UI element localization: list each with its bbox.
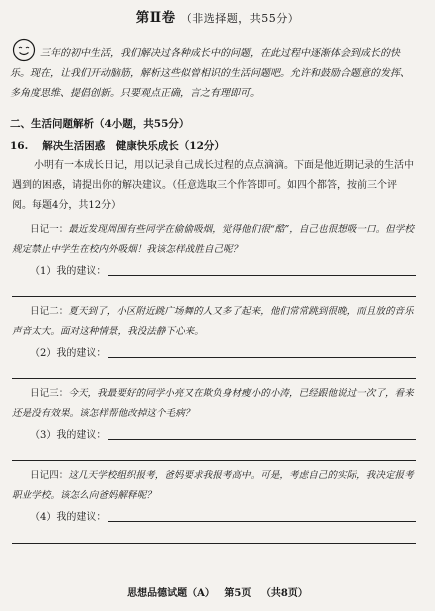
footer-page: 第5页 <box>224 588 252 599</box>
footer-total: （共8页） <box>260 588 308 599</box>
answer-line[interactable] <box>108 521 416 522</box>
diary-label: 日记四： <box>30 470 69 481</box>
diary-entry-2 <box>12 302 416 342</box>
diary-label: 日记三： <box>30 388 69 399</box>
question-title: 解决生活困惑 健康快乐成长（12分） <box>42 140 225 152</box>
answer-line[interactable] <box>12 378 416 379</box>
question-body: 小明有一本成长日记，用以记录自己成长过程的点点滴滴。下面是他近期记录的生活中遇到的困惑，请提出你的解决建议。（任意选取三个作答即可。如四个都答，按前三个评阅。每题4分，共12分） <box>12 160 414 211</box>
section-heading: 二、生活问题解析（4小题，共55分） <box>10 118 190 130</box>
answer-line[interactable] <box>108 439 416 440</box>
page-footer <box>0 584 435 599</box>
answer-line[interactable] <box>108 275 416 276</box>
answer-label-2: （2）我的建议： <box>30 348 107 359</box>
intro-paragraph: 三年的初中生活，我们解决过各种成长中的问题，在此过程中逐渐体会到成长的快乐。现在，让我们开动脑筋，解析这些似曾相识的生活问题吧。允许和鼓励合题意的发挥、多角度思维、提倡创新。只要观点正确，言之有理即可。 <box>10 48 410 99</box>
answer-line[interactable] <box>12 296 416 297</box>
answer-line[interactable] <box>12 543 416 544</box>
footer-subject: 思想品德试题（A） <box>127 588 215 599</box>
diary-label: 日记二： <box>30 306 69 317</box>
answer-line[interactable] <box>108 357 416 358</box>
diary-text: 这几天学校组织报考，爸妈要求我报考高中。可是，考虑自己的实际，我决定报考职业学校。该怎么向爸妈解释呢？ <box>12 470 414 501</box>
answer-label-3: （3）我的建议： <box>30 430 107 441</box>
diary-entry-3 <box>12 384 416 424</box>
diary-text: 最近发现周围有些同学在偷偷吸烟，觉得他们很“酷”，自己也很想吸一口。但学校规定禁止中学生在校内外吸烟！我该怎样战胜自己呢？ <box>12 224 414 255</box>
diary-label: 日记一： <box>30 224 69 235</box>
question-number: 16. <box>10 140 29 152</box>
diary-entry-1 <box>12 220 416 260</box>
answer-label-4: （4）我的建议： <box>30 512 107 523</box>
question-16-heading <box>10 138 225 153</box>
section-title: 第Ⅱ卷 <box>135 10 176 26</box>
diary-entry-4 <box>12 466 416 506</box>
section-subtitle: （非选择题，共55分） <box>180 12 300 25</box>
page-title <box>0 6 435 26</box>
answer-line[interactable] <box>12 460 416 461</box>
diary-text: 今天，我最要好的同学小亮又在欺负身材瘦小的小涛，已经跟他说过一次了，看来还是没有效果。该怎样帮他改掉这个毛病？ <box>12 388 414 419</box>
answer-label-1: （1）我的建议： <box>30 266 107 277</box>
diary-text: 夏天到了，小区附近跳广场舞的人又多了起来，他们常常跳到很晚，而且放的音乐声音太大。面对这种情景，我没法静下心来。 <box>12 306 414 337</box>
